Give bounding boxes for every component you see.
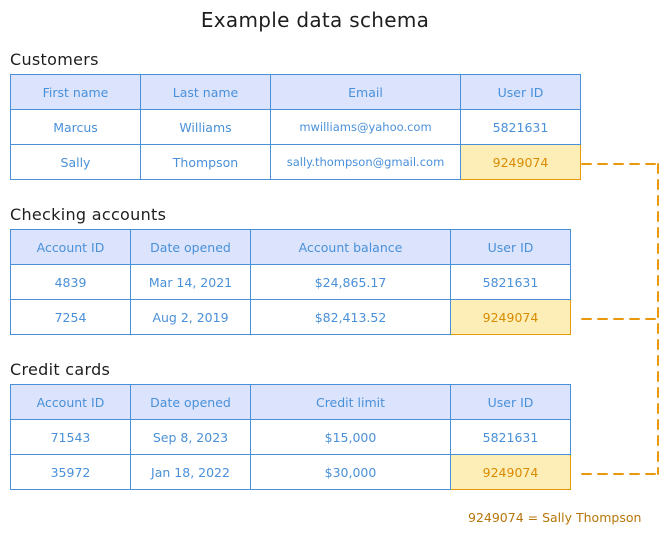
column-header: User ID — [461, 75, 581, 110]
column-header: User ID — [451, 230, 571, 265]
table-cell: Thompson — [141, 145, 271, 180]
column-header: Account ID — [11, 230, 131, 265]
highlighted-user-id-cell: 9249074 — [451, 300, 571, 335]
table-cell: 5821631 — [451, 420, 571, 455]
table-cell: 7254 — [11, 300, 131, 335]
table-cell: Sep 8, 2023 — [131, 420, 251, 455]
table-cell: $30,000 — [251, 455, 451, 490]
highlighted-user-id-cell: 9249074 — [451, 455, 571, 490]
table-cell: 4839 — [11, 265, 131, 300]
column-header: Email — [271, 75, 461, 110]
table-cell: $24,865.17 — [251, 265, 451, 300]
table-cell: Sally — [11, 145, 141, 180]
table-cell: 5821631 — [451, 265, 571, 300]
table-cell: sally.thompson@gmail.com — [271, 145, 461, 180]
column-header: Account balance — [251, 230, 451, 265]
table-cell: Aug 2, 2019 — [131, 300, 251, 335]
user-id-note: 9249074 = Sally Thompson — [468, 510, 642, 525]
table-cell: Mar 14, 2021 — [131, 265, 251, 300]
checking-accounts-label: Checking accounts — [10, 205, 167, 224]
table-cell: $82,413.52 — [251, 300, 451, 335]
column-header: Date opened — [131, 230, 251, 265]
highlighted-user-id-cell: 9249074 — [461, 145, 581, 180]
column-header: Date opened — [131, 385, 251, 420]
column-header: Account ID — [11, 385, 131, 420]
diagram-title: Example data schema — [200, 8, 430, 32]
customers-label: Customers — [10, 50, 99, 69]
column-header: Last name — [141, 75, 271, 110]
table-cell: 5821631 — [461, 110, 581, 145]
table-cell: $15,000 — [251, 420, 451, 455]
table-cell: Jan 18, 2022 — [131, 455, 251, 490]
table-cell: mwilliams@yahoo.com — [271, 110, 461, 145]
column-header: First name — [11, 75, 141, 110]
table-cell: Williams — [141, 110, 271, 145]
table-cell: 71543 — [11, 420, 131, 455]
column-header: Credit limit — [251, 385, 451, 420]
table-cell: 35972 — [11, 455, 131, 490]
column-header: User ID — [451, 385, 571, 420]
table-cell: Marcus — [11, 110, 141, 145]
credit-cards-label: Credit cards — [10, 360, 111, 379]
